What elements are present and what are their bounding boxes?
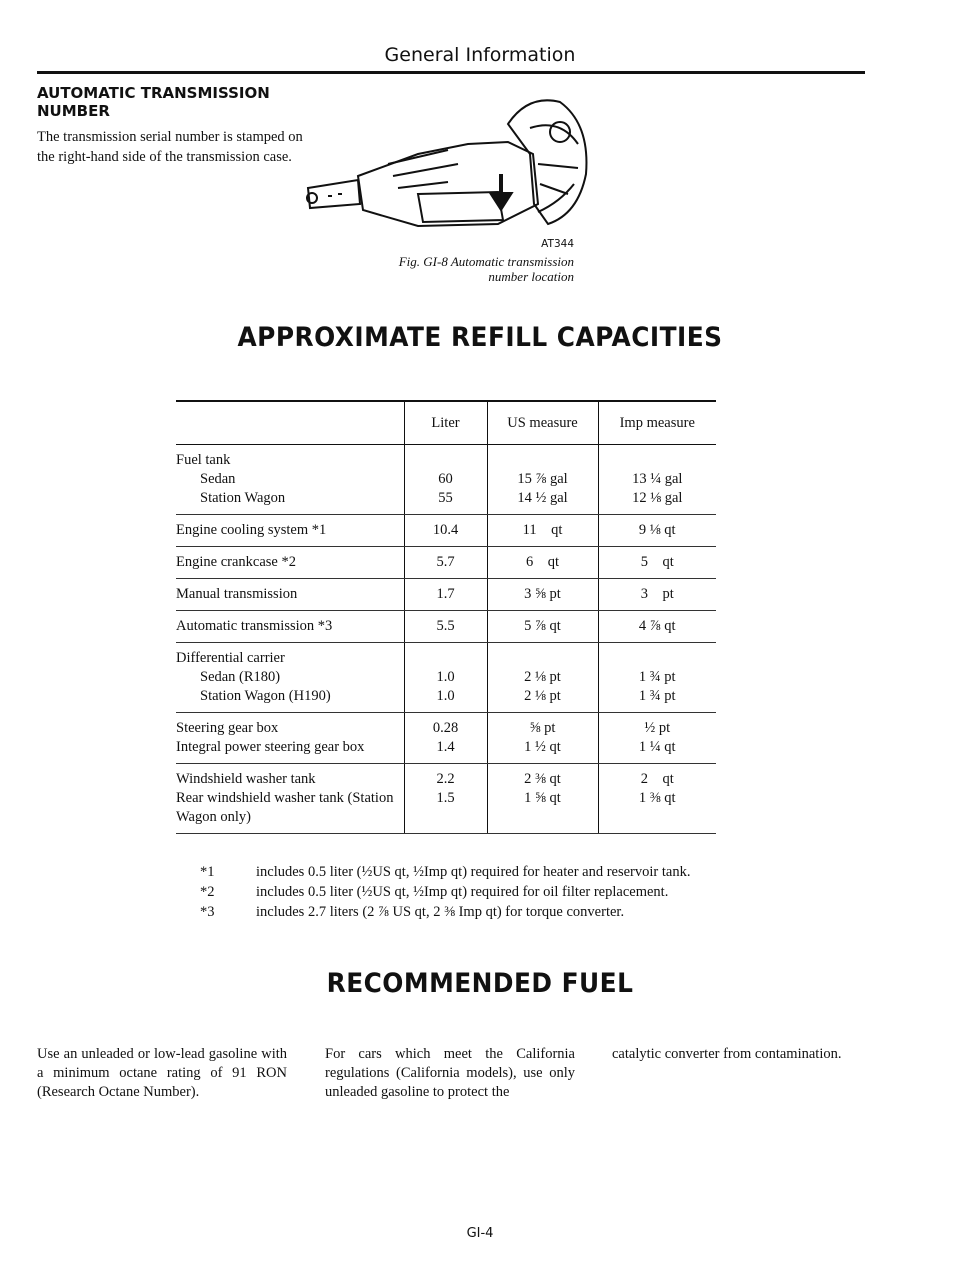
footnote-mark: *2 (200, 884, 215, 900)
imp-cell (598, 764, 716, 834)
us-cell (487, 611, 598, 643)
liter-cell (404, 547, 487, 579)
liter-value: 1.5 (436, 790, 455, 806)
imp-cell (598, 445, 716, 515)
us-value: 3 ⅝ pt (524, 586, 561, 602)
imp-cell (598, 611, 716, 643)
imp-value (599, 451, 717, 470)
liter-value: 1.0 (436, 669, 455, 685)
page-header: General Information (384, 44, 576, 66)
liter-value: 5.7 (436, 554, 455, 570)
item-label: Manual transmission (176, 586, 298, 602)
liter-value: 60 (438, 471, 453, 487)
item-label: Rear windshield washer tank (Station Wagon only) (176, 790, 394, 825)
us-value: ⅝ pt (529, 720, 556, 736)
refill-capacities-title: APPROXIMATE REFILL CAPACITIES (237, 322, 723, 353)
imp-value: 12 ⅛ gal (632, 490, 683, 506)
item-cell (176, 579, 404, 611)
item-cell (176, 643, 404, 713)
liter-cell (404, 713, 487, 764)
table-row (176, 515, 716, 547)
us-value: 5 ⅞ qt (524, 618, 561, 634)
figure-caption-line: number location (488, 269, 574, 284)
liter-value (405, 451, 487, 470)
table-row (176, 579, 716, 611)
imp-value (599, 649, 717, 668)
item-cell (176, 611, 404, 643)
table-header-row (176, 401, 716, 445)
us-value: 1 ⅝ qt (524, 790, 561, 806)
us-value: 2 ⅛ pt (524, 688, 561, 704)
us-value: 15 ⅞ gal (517, 471, 568, 487)
imp-value: 4 ⅞ qt (638, 618, 676, 634)
footnote-text: includes 0.5 liter (½US qt, ½Imp qt) required for oil filter replacement. (256, 884, 669, 900)
figure-caption (260, 254, 574, 284)
fuel-paragraph-col1: Use an unleaded or low-lead gasoline with a minimum octane rating of 91 RON (Research Octane Number). (37, 1046, 287, 1100)
us-value: 14 ½ gal (517, 490, 568, 506)
item-label: Differential carrier (176, 650, 285, 666)
footnote-text: includes 0.5 liter (½US qt, ½Imp qt) required for heater and reservoir tank. (256, 864, 691, 880)
item-cell (176, 713, 404, 764)
item-label: Engine crankcase *2 (176, 554, 296, 570)
imp-value: 3 pt (640, 586, 674, 602)
us-cell (487, 515, 598, 547)
us-value (488, 451, 598, 470)
us-value: 1 ½ qt (524, 739, 561, 755)
imp-cell (598, 643, 716, 713)
imp-value: 5 qt (640, 554, 674, 570)
footnote-mark: *3 (200, 904, 215, 920)
liter-value: 55 (438, 490, 453, 506)
item-label: Windshield washer tank (176, 771, 316, 787)
imp-value: 1 ⅜ qt (638, 790, 676, 806)
liter-cell (404, 611, 487, 643)
us-cell (487, 643, 598, 713)
item-label: Fuel tank (176, 452, 231, 468)
table-row (176, 713, 716, 764)
us-cell (487, 713, 598, 764)
item-label: Station Wagon (200, 490, 286, 506)
recommended-fuel-title: RECOMMENDED FUEL (326, 968, 634, 999)
figure-code: AT344 (541, 238, 574, 250)
item-cell (176, 515, 404, 547)
item-label: Engine cooling system *1 (176, 522, 327, 538)
column-header: US measure (487, 401, 598, 445)
item-label: Integral power steering gear box (176, 739, 365, 755)
table-row (176, 764, 716, 834)
table-row (176, 547, 716, 579)
imp-cell (598, 547, 716, 579)
liter-cell (404, 579, 487, 611)
liter-value: 1.0 (436, 688, 455, 704)
item-label: Sedan (200, 471, 236, 487)
footnote (200, 862, 800, 882)
liter-value: 5.5 (436, 618, 455, 634)
imp-cell (598, 515, 716, 547)
table-row (176, 643, 716, 713)
us-cell (487, 764, 598, 834)
item-cell (176, 764, 404, 834)
us-value: 2 ⅜ qt (524, 771, 561, 787)
table-row (176, 611, 716, 643)
page-number: GI-4 (466, 1226, 494, 1241)
column-header (176, 401, 404, 445)
item-label: Sedan (R180) (200, 669, 281, 685)
item-cell (176, 547, 404, 579)
imp-value: 13 ¼ gal (632, 471, 683, 487)
imp-value: 9 ⅛ qt (638, 522, 676, 538)
us-cell (487, 547, 598, 579)
imp-value: 2 qt (640, 771, 674, 787)
fuel-paragraph-col2: For cars which meet the California regulations (California models), use only unleaded gasoline to protect the (325, 1046, 575, 1100)
figure-caption-line: Fig. GI-8 Automatic transmission (398, 254, 574, 269)
item-label: Automatic transmission *3 (176, 618, 333, 634)
footnotes (200, 862, 800, 922)
imp-value: 1 ¾ pt (638, 669, 676, 685)
refill-capacities-table (176, 400, 716, 834)
transmission-illustration-icon (298, 84, 598, 234)
liter-value: 2.2 (436, 771, 455, 787)
footnote (200, 902, 800, 922)
liter-cell (404, 515, 487, 547)
footnote-mark: *1 (200, 864, 215, 880)
column-header: Liter (404, 401, 487, 445)
us-cell (487, 445, 598, 515)
liter-value: 10.4 (432, 522, 459, 538)
imp-value: ½ pt (644, 720, 671, 736)
liter-cell (404, 643, 487, 713)
us-value: 6 qt (525, 554, 560, 570)
liter-value: 1.7 (436, 586, 455, 602)
table-row (176, 445, 716, 515)
header-rule (37, 71, 865, 74)
us-value: 2 ⅛ pt (524, 669, 561, 685)
item-cell (176, 445, 404, 515)
column-header: Imp measure (598, 401, 716, 445)
liter-value: 0.28 (432, 720, 459, 736)
item-label: Station Wagon (H190) (200, 688, 331, 704)
liter-cell (404, 445, 487, 515)
item-label: Steering gear box (176, 720, 279, 736)
footnote-text: includes 2.7 liters (2 ⅞ US qt, 2 ⅜ Imp qt) for torque converter. (256, 904, 625, 920)
fuel-paragraph-col3: catalytic converter from contamination. (612, 1046, 842, 1062)
imp-value: 1 ¾ pt (638, 688, 676, 704)
us-value (488, 649, 598, 668)
liter-value: 1.4 (436, 739, 455, 755)
section-title: AUTOMATIC TRANSMISSION NUMBER (37, 84, 270, 120)
footnote (200, 882, 800, 902)
liter-value (405, 649, 487, 668)
liter-cell (404, 764, 487, 834)
imp-cell (598, 713, 716, 764)
imp-cell (598, 579, 716, 611)
us-value: 11 qt (522, 522, 563, 538)
section-body: The transmission serial number is stamped on the right-hand side of the transmission case. (37, 129, 303, 165)
us-cell (487, 579, 598, 611)
imp-value: 1 ¼ qt (638, 739, 676, 755)
